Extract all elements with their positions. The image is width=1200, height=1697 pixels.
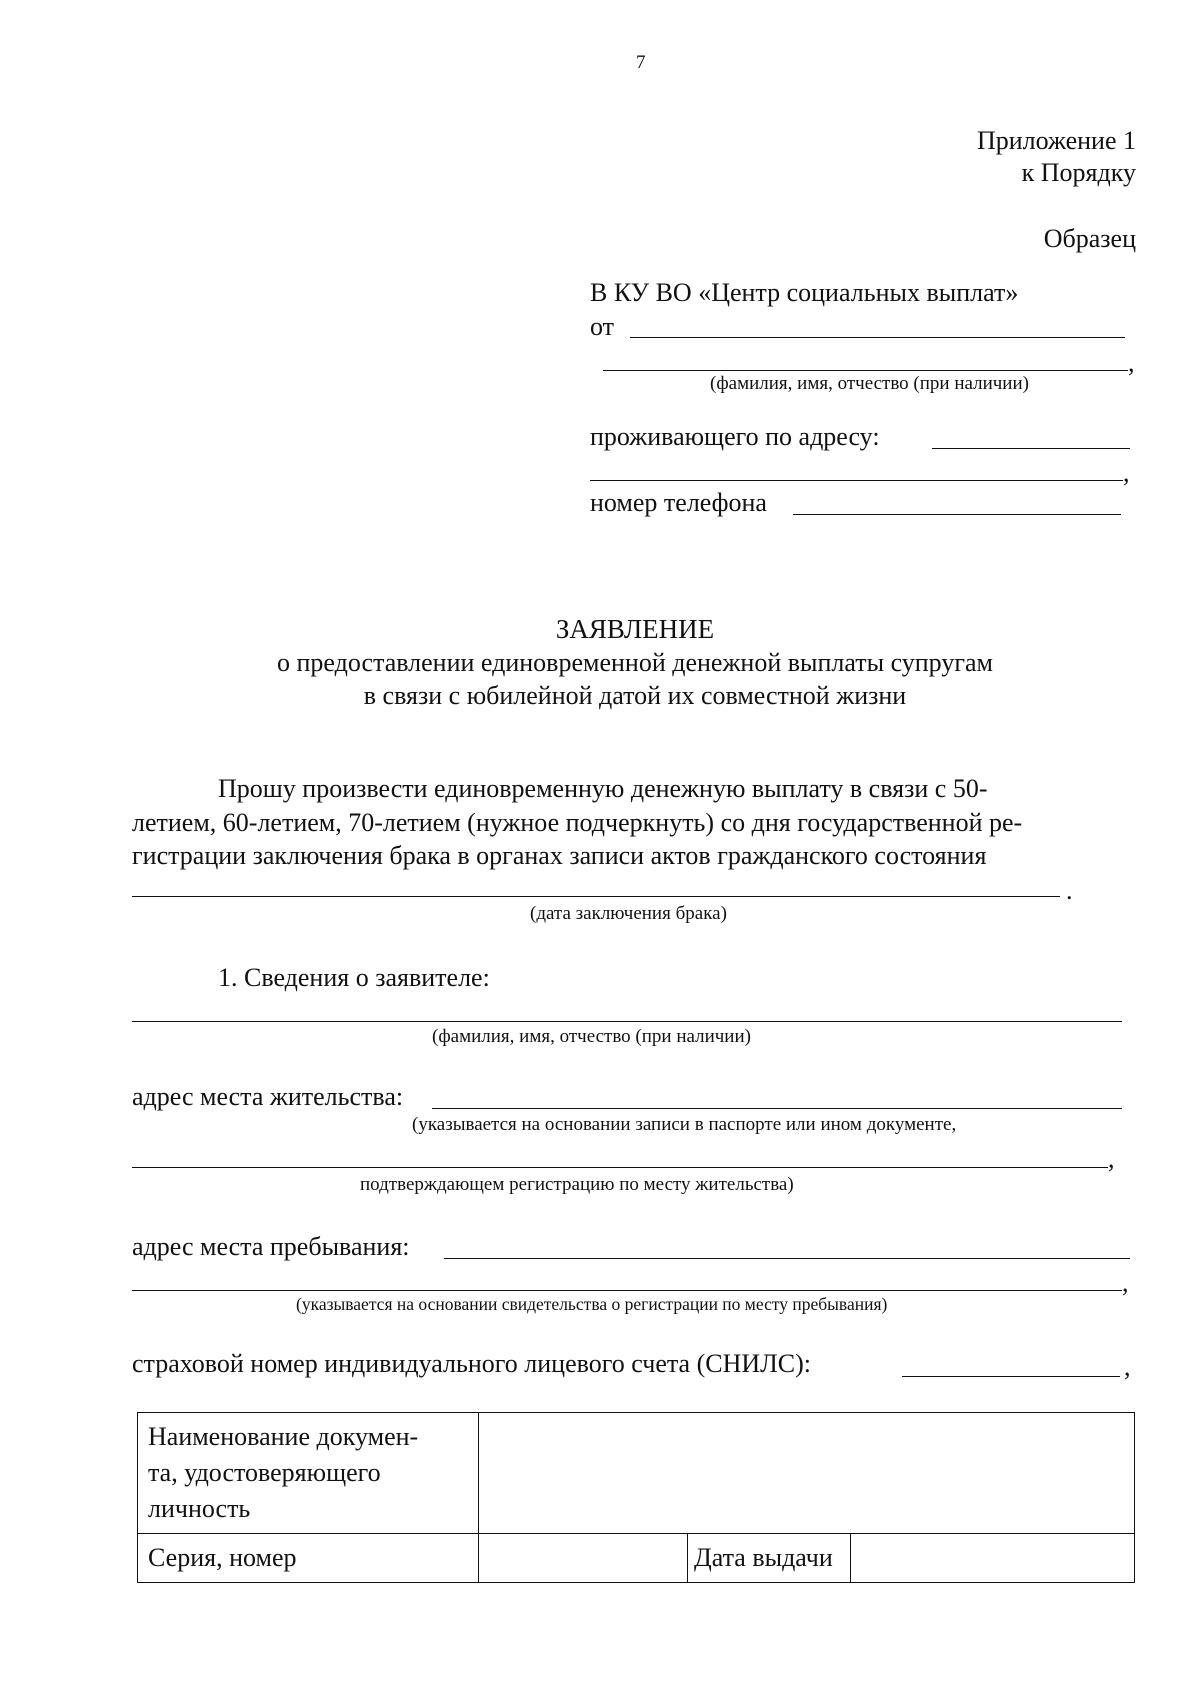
sample-label: Образец bbox=[1043, 224, 1136, 253]
from-line-2[interactable] bbox=[603, 370, 1128, 371]
marriage-date-period: . bbox=[1066, 876, 1073, 905]
body-line-1: Прошу произвести единовременную денежную выплату в связи с 50- bbox=[218, 774, 988, 803]
stay-caption: (указывается на основании свидетельства о регистрации по месту пребывания) bbox=[296, 1294, 888, 1314]
residence-line-1[interactable] bbox=[432, 1108, 1122, 1109]
issue-date-value-cell[interactable] bbox=[851, 1534, 1135, 1583]
residence-label: адрес места жительства: bbox=[132, 1082, 404, 1111]
body-line-3: гистрации заключения брака в органах записи актов гражданского состояния bbox=[132, 841, 987, 870]
phone-line[interactable] bbox=[793, 514, 1121, 515]
snils-comma: , bbox=[1124, 1352, 1131, 1381]
id-document-table bbox=[137, 1412, 1135, 1583]
addressee-fio-caption: (фамилия, имя, отчество (при наличии) bbox=[710, 373, 1029, 394]
applicant-fio-line[interactable] bbox=[132, 1021, 1122, 1022]
from-comma: , bbox=[1128, 348, 1135, 377]
document-subtitle-2: в связи с юбилейной датой их совместной жизни bbox=[363, 681, 907, 710]
appendix-line-1: Приложение 1 bbox=[976, 126, 1136, 155]
doc-name-label: Наименование докумен- та, удостоверяющего личность bbox=[138, 1413, 479, 1534]
series-label: Серия, номер bbox=[138, 1534, 479, 1583]
appendix-line-2: к Порядку bbox=[1021, 158, 1136, 187]
stay-line-2[interactable] bbox=[132, 1290, 1122, 1291]
table-row bbox=[138, 1534, 1135, 1583]
address-line-2[interactable] bbox=[590, 480, 1123, 481]
page-number: 7 bbox=[636, 52, 646, 73]
snils-label: страховой номер индивидуального лицевого счета (СНИЛС): bbox=[132, 1349, 811, 1378]
residence-comma: , bbox=[1108, 1144, 1115, 1173]
marriage-date-caption: (дата заключения брака) bbox=[530, 903, 727, 924]
address-comma: , bbox=[1123, 458, 1130, 487]
stay-label: адрес места пребывания: bbox=[132, 1232, 410, 1261]
table-row bbox=[138, 1413, 1135, 1534]
applicant-section-title: 1. Сведения о заявителе: bbox=[218, 963, 490, 992]
addressee-to: В КУ ВО «Центр социальных выплат» bbox=[590, 278, 1019, 307]
stay-line-1[interactable] bbox=[444, 1258, 1130, 1259]
stay-comma: , bbox=[1122, 1268, 1129, 1297]
series-value-cell[interactable] bbox=[479, 1534, 688, 1583]
doc-name-value-cell[interactable] bbox=[479, 1413, 1135, 1534]
document-title: ЗАЯВЛЕНИЕ bbox=[555, 614, 715, 644]
from-label: от bbox=[590, 312, 615, 341]
address-line-1[interactable] bbox=[932, 448, 1130, 449]
applicant-fio-caption: (фамилия, имя, отчество (при наличии) bbox=[432, 1026, 751, 1047]
residence-line-2[interactable] bbox=[132, 1167, 1108, 1168]
body-line-2: летием, 60-летием, 70-летием (нужное подчеркнуть) со дня государственной ре- bbox=[132, 808, 1023, 837]
address-label: проживающего по адресу: bbox=[590, 422, 880, 451]
marriage-date-line[interactable] bbox=[132, 896, 1060, 897]
phone-label: номер телефона bbox=[590, 488, 767, 517]
residence-caption-1: (указывается на основании записи в паспорте или ином документе, bbox=[412, 1114, 957, 1135]
document-subtitle-1: о предоставлении единовременной денежной выплаты супругам bbox=[276, 648, 993, 677]
from-line-1[interactable] bbox=[630, 337, 1125, 338]
residence-caption-2: подтверждающем регистрацию по месту жительства) bbox=[360, 1174, 794, 1195]
issue-date-label: Дата выдачи bbox=[688, 1534, 851, 1583]
snils-line[interactable] bbox=[902, 1376, 1120, 1377]
